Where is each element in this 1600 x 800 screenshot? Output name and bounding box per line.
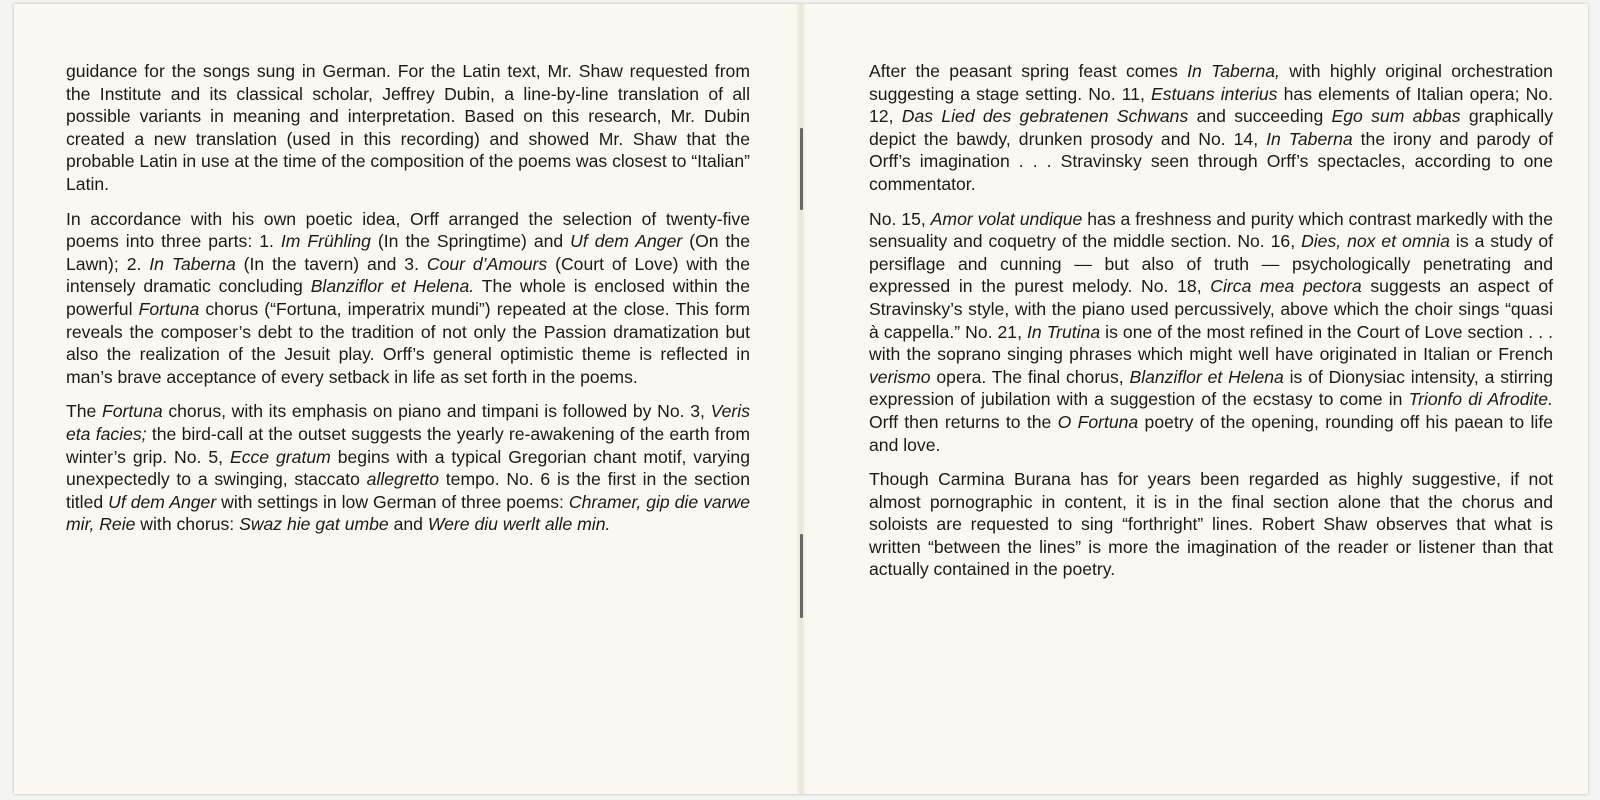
italic-title-text: verismo — [869, 366, 931, 387]
staple-bottom — [800, 534, 803, 618]
italic-title-text: Blanziflor et Helena. — [310, 276, 475, 297]
text-run: The — [66, 401, 102, 422]
text-run: the irony and parody of Orff’s imagination . . . Stravinsky seen through Orff’s spectacles, according to one commentator. — [869, 128, 1554, 194]
italic-title-text: Im Frühling — [280, 231, 371, 252]
center-fold — [797, 4, 805, 794]
italic-title-text: allegretto — [366, 469, 440, 490]
italic-title-text: Ego sum abbas — [1331, 106, 1461, 127]
text-run: graphically depict the bawdy, drunken prosody and No. 14, — [869, 106, 1554, 149]
italic-title-text: Were diu werlt alle min. — [427, 514, 611, 535]
italic-title-text: Ecce gratum — [229, 446, 331, 467]
text-run: (Court of Love) with the intensely dramatic concluding — [66, 253, 750, 297]
text-run: and succeeding — [1188, 106, 1332, 127]
text-run: the bird-call at the outset suggests the yearly re-awakening of the earth from winter’s grip. No. 5, — [66, 423, 750, 467]
paragraph — [869, 208, 1553, 457]
italic-title-text: Circa mea pectora — [1210, 276, 1362, 297]
booklet-spread — [14, 4, 1588, 794]
text-run: chorus (“Fortuna, imperatrix mundi”) repeated at the close. This form reveals the composer’s debt to the tradition of not only the Passion dramatization but also the realization of the Jesuit play. Orff’s general optimistic theme is reflected in man’s brave acceptance of every setback in life as set forth in the poems. — [66, 298, 751, 387]
text-run: Orff then returns to the — [869, 411, 1058, 432]
right-text-column — [869, 60, 1553, 593]
paragraph — [869, 468, 1553, 581]
text-run: Though Carmina Burana has for years been regarded as highly suggestive, if not almost pornographic in content, it is in the final section alone that the chorus and soloists are requested to sing “forthright” lines. Robert Shaw observes that what is written “between the lines” is more the imagination of the reader or listener than that actually contained in the poetry. — [869, 469, 1553, 580]
italic-title-text: Veris eta facies; — [66, 401, 750, 444]
text-run: guidance for the songs sung in German. For the Latin text, Mr. Shaw requested from the Institute and its classical scholar, Jeffrey Dubin, a line-by-line translation of all possible variants in meaning and interpretation. Based on this research, Mr. Dubin created a new translation (used in this recording) and showed Mr. Shaw that the probable Latin in use at the time of the composition of the poems was closest to “Italian” Latin. — [66, 61, 750, 194]
text-run: No. 15, — [869, 208, 931, 229]
text-run: with chorus: — [135, 514, 240, 535]
italic-title-text: Swaz hie gat umbe — [239, 514, 389, 535]
text-run: is a study of persiflage and cunning — but also of truth — psychologically penetrating and expressed in the purest melody. No. 18, — [869, 231, 1553, 297]
italic-title-text: In Taberna, — [1187, 61, 1280, 81]
italic-title-text: O Fortuna — [1057, 411, 1139, 432]
text-run: suggests an aspect of Stravinsky’s style, with the piano used percussively, above which the choir sings “quasi à cappella.” No. 21, — [869, 276, 1553, 342]
text-run: chorus, with its emphasis on piano and timpani is followed by No. 3, — [162, 401, 711, 422]
paragraph — [869, 60, 1553, 196]
italic-title-text: Uf dem Anger — [108, 491, 217, 512]
italic-title-text: In Taberna — [149, 253, 236, 274]
text-run: is one of the most refined in the Court of Love section . . . with the soprano singing phrases which might well have originated in Italian or French — [869, 321, 1553, 365]
text-run: with settings in low German of three poems: — [216, 491, 569, 512]
paragraph — [66, 208, 750, 389]
italic-title-text: Fortuna — [138, 298, 200, 319]
text-run: with highly original orchestration suggesting a stage setting. No. 11, — [869, 61, 1553, 104]
paragraph — [66, 60, 750, 196]
text-run: (In the Springtime) and — [370, 231, 571, 252]
italic-title-text: In Taberna — [1266, 128, 1353, 149]
text-run: tempo. No. 6 is the first in the section titled — [66, 469, 750, 512]
text-run: and — [388, 514, 428, 535]
text-run: begins with a typical Gregorian chant motif, varying unexpectedly to a swinging, staccato — [66, 446, 750, 490]
staple-top — [800, 128, 803, 210]
italic-title-text: In Trutina — [1027, 321, 1101, 342]
text-run: In accordance with his own poetic idea, Orff arranged the selection of twenty-five poems into three parts: 1. — [66, 208, 750, 252]
italic-title-text: Fortuna — [102, 401, 163, 422]
text-run: After the peasant spring feast comes — [869, 61, 1188, 81]
italic-title-text: Trionfo di Afrodite. — [1408, 389, 1553, 410]
text-run: The whole is enclosed within the powerful — [66, 276, 750, 319]
italic-title-text: Uf dem Anger — [570, 231, 683, 252]
text-run: opera. The final chorus, — [930, 366, 1130, 387]
text-run: has elements of Italian opera; No. 12, — [869, 83, 1553, 127]
text-run: (In the tavern) and 3. — [235, 253, 427, 274]
italic-title-text: Blanziflor et Helena — [1129, 366, 1284, 387]
italic-title-text: Chramer, gip die varwe mir, Reie — [66, 491, 751, 535]
italic-title-text: Estuans interius — [1151, 83, 1278, 104]
text-run: (On the Lawn); 2. — [66, 231, 750, 274]
text-run: poetry of the opening, rounding off his paean to life and love. — [869, 411, 1554, 455]
right-page — [801, 4, 1588, 794]
italic-title-text: Dies, nox et omnia — [1301, 231, 1450, 252]
left-text-column — [66, 60, 750, 548]
text-run: is of Dionysiac intensity, a stirring expression of jubilation with a suggestion of the ecstasy to come in — [869, 366, 1553, 410]
italic-title-text: Das Lied des gebratenen Schwans — [901, 106, 1189, 127]
text-run: has a freshness and purity which contrast markedly with the sensuality and coquetry of the middle section. No. 16, — [869, 208, 1553, 252]
italic-title-text: Amor volat undique — [930, 208, 1083, 229]
paragraph — [66, 400, 750, 536]
left-page — [14, 4, 801, 794]
italic-title-text: Cour d’Amours — [426, 253, 548, 274]
